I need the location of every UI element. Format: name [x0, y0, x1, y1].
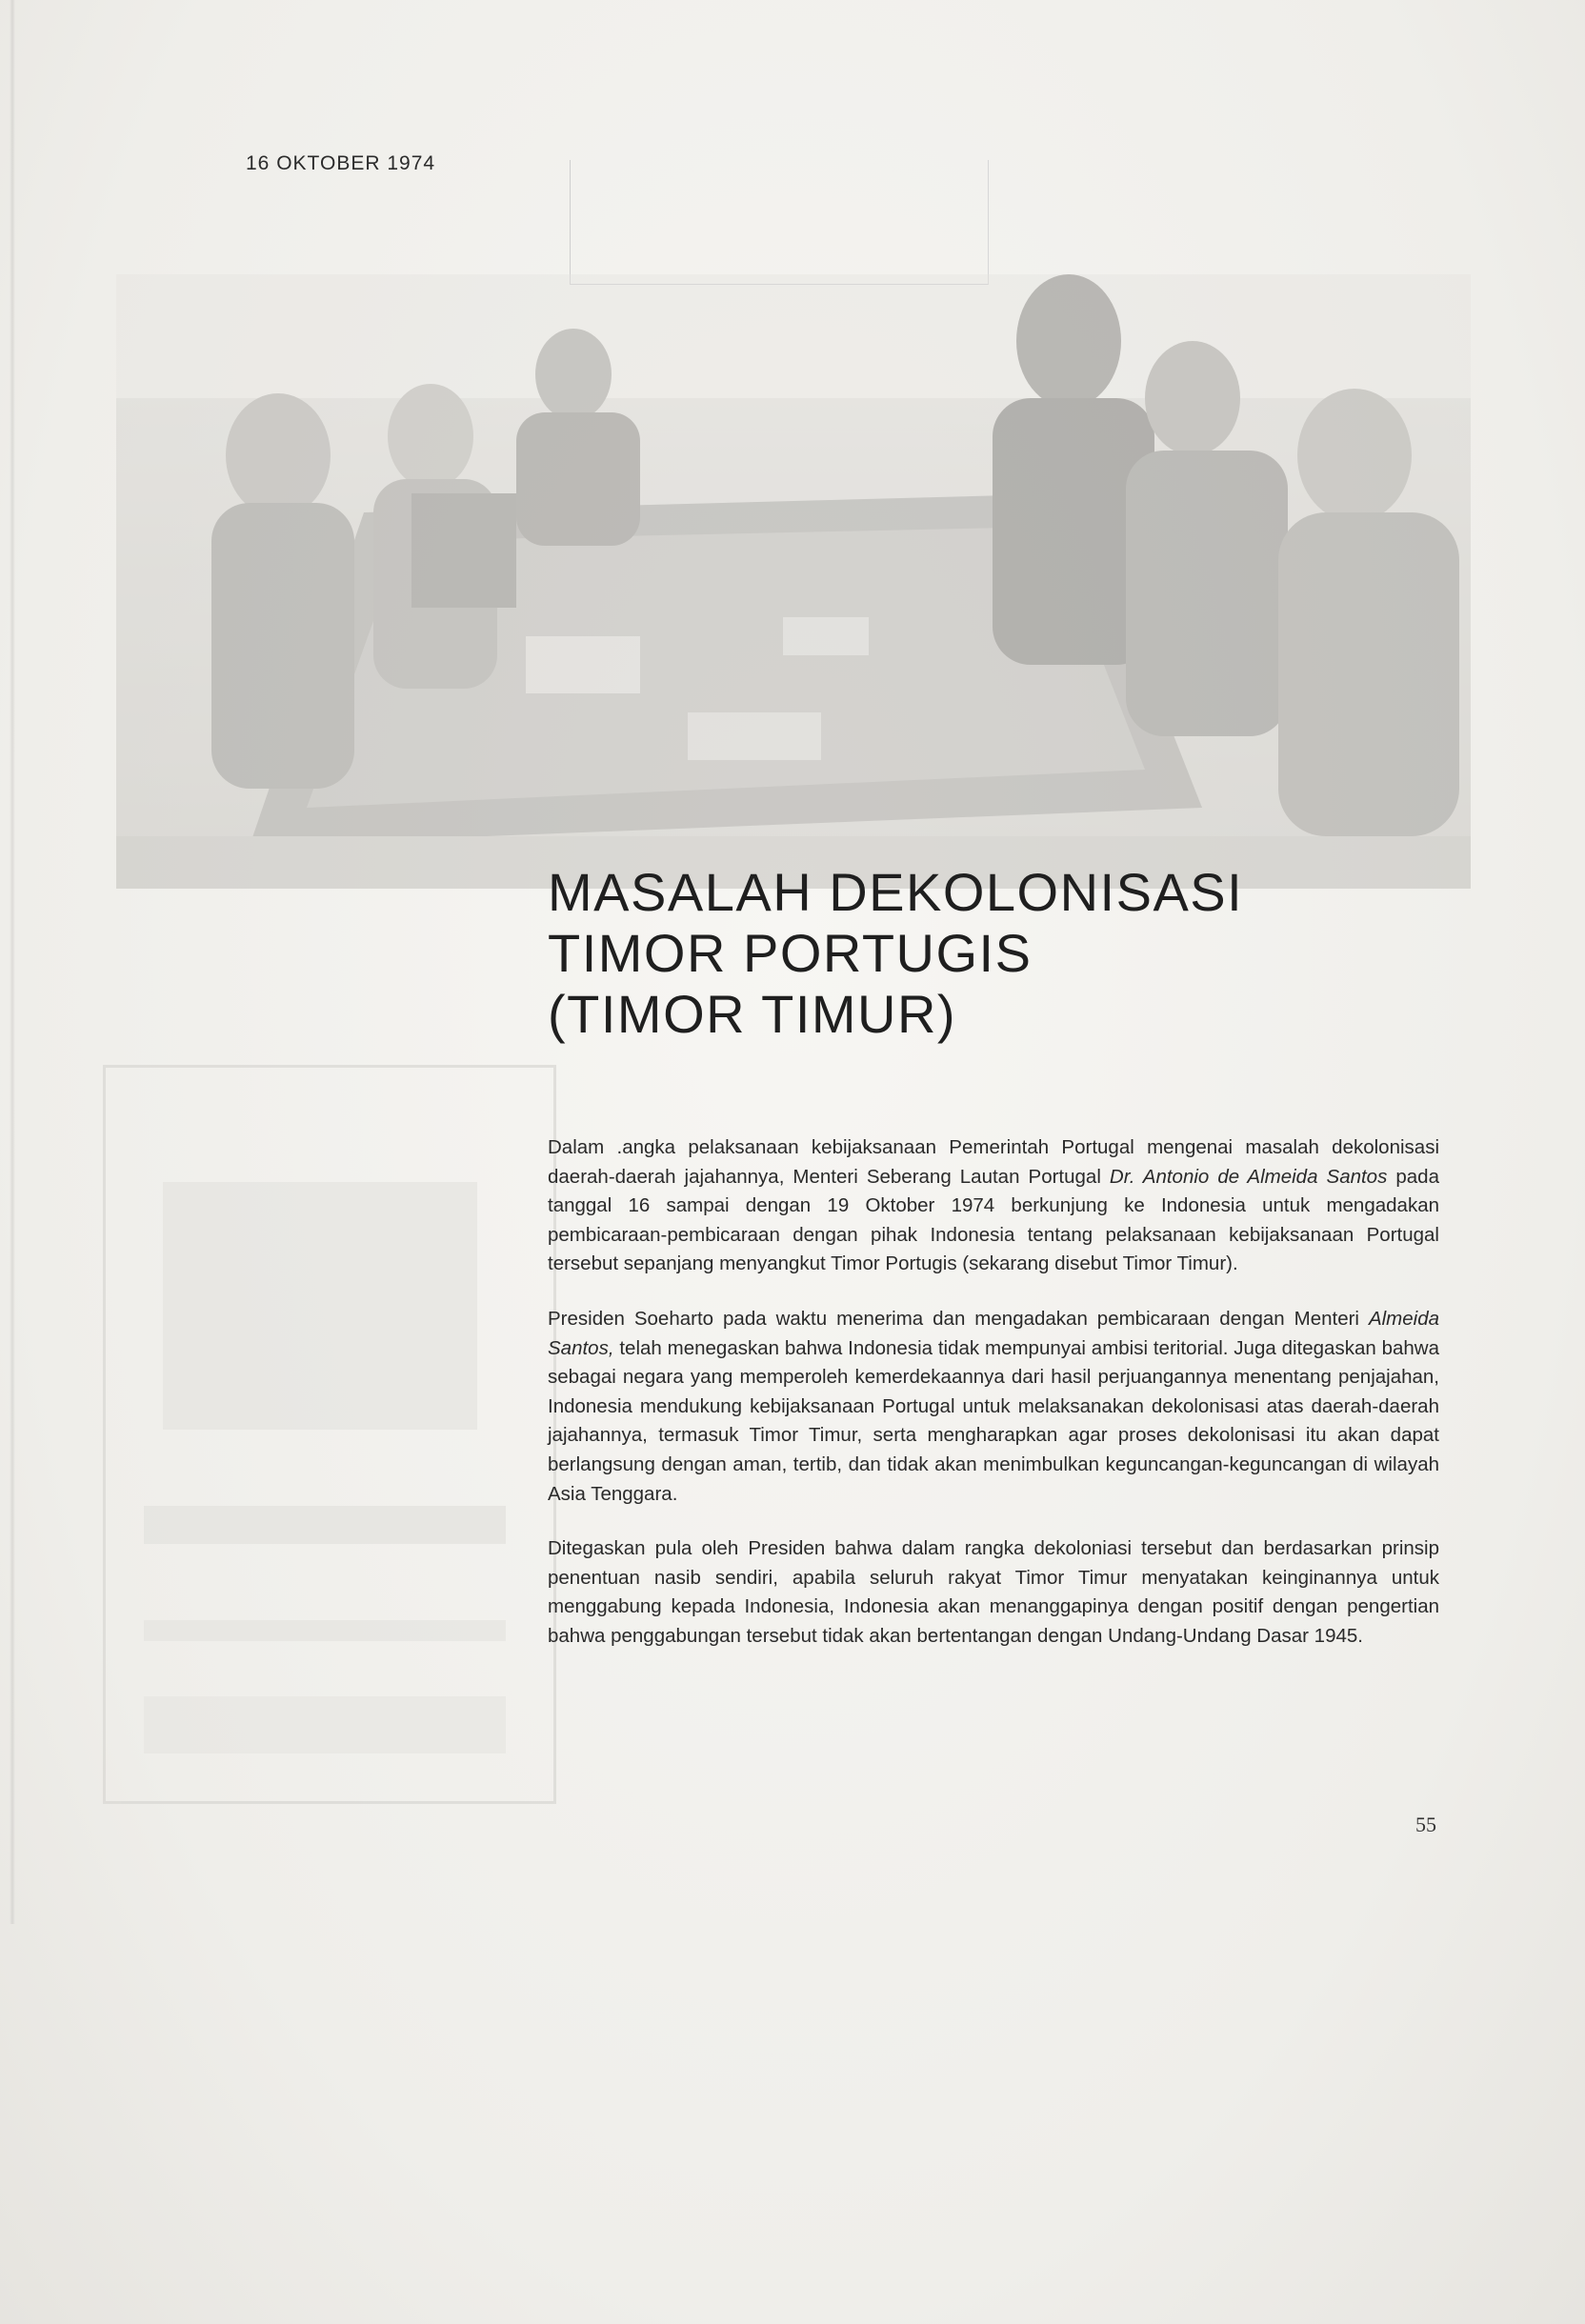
title-line-3: (TIMOR TIMUR): [548, 984, 957, 1044]
bleed-through-block: [144, 1506, 506, 1544]
bleed-through-block: [144, 1620, 506, 1641]
article-title: [548, 862, 1243, 1045]
page-fold-crease: [10, 0, 15, 1924]
paragraph-1: Dalam .angka pelaksanaan kebijaksanaan Pemerintah Portugal mengenai masalah dekolonisasi daerah-daerah jajahannya, Menteri Seberang Lautan Portugal Dr. Antonio de Almeida Santos pada tanggal 16 sampai dengan 19 Oktober 1974 berkunjung ke Indonesia untuk mengadakan pembicaraan-pembicaraan dengan pihak Indonesia tentang pelaksanaan kebijaksanaan Portugal tersebut sepanjang menyangkut Timor Portugis (sekarang disebut Timor Timur).: [548, 1136, 1439, 1275]
title-line-2: TIMOR PORTUGIS: [548, 923, 1033, 983]
paragraph-3: Ditegaskan pula oleh Presiden bahwa dalam rangka dekoloniasi tersebut dan berdasarkan prinsip penentuan nasib sendiri, apabila seluruh rakyat Timor Timur menyatakan keinginannya untuk menggabung kepada Indonesia, Indonesia akan menanggapinya dengan positif dengan pengertian bahwa penggabungan tersebut tidak akan bertentangan dengan Undang-Undang Dasar 1945.: [548, 1537, 1439, 1647]
bleed-through-map-frame: [103, 1065, 556, 1804]
bleed-through-block: [144, 1696, 506, 1753]
minister-name: Dr. Antonio de Almeida Santos: [1109, 1165, 1388, 1188]
page-date: 16 OKTOBER 1974: [246, 152, 436, 174]
page-number: 55: [1415, 1813, 1436, 1836]
title-line-1: MASALAH DEKOLONISASI: [548, 862, 1244, 922]
minister-name-short: Almeida Santos,: [548, 1307, 1439, 1359]
article-body: [548, 1133, 1439, 1677]
meeting-photo: [116, 274, 1471, 889]
blank-frame: [570, 160, 989, 285]
paragraph-2: Presiden Soeharto pada waktu menerima dan mengadakan pembicaraan dengan Menteri Almeida Santos, telah menegaskan bahwa Indonesia tidak mempunyai ambisi teritorial. Juga ditegaskan bahwa sebagai negara yang memperoleh kemerdekaannya dari hasil perjuangannya menentang penjajahan, Indonesia mendukung kebijaksanaan Portugal untuk melaksanakan dekolonisasi atas daerah-daerah jajahannya, termasuk Timor Timur, serta mengharapkan agar proses dekolonisasi itu akan dapat berlangsung dengan aman, tertib, dan tidak akan menimbulkan keguncangan-keguncangan di wilayah Asia Tenggara.: [548, 1307, 1439, 1505]
bleed-through-block: [163, 1182, 477, 1430]
